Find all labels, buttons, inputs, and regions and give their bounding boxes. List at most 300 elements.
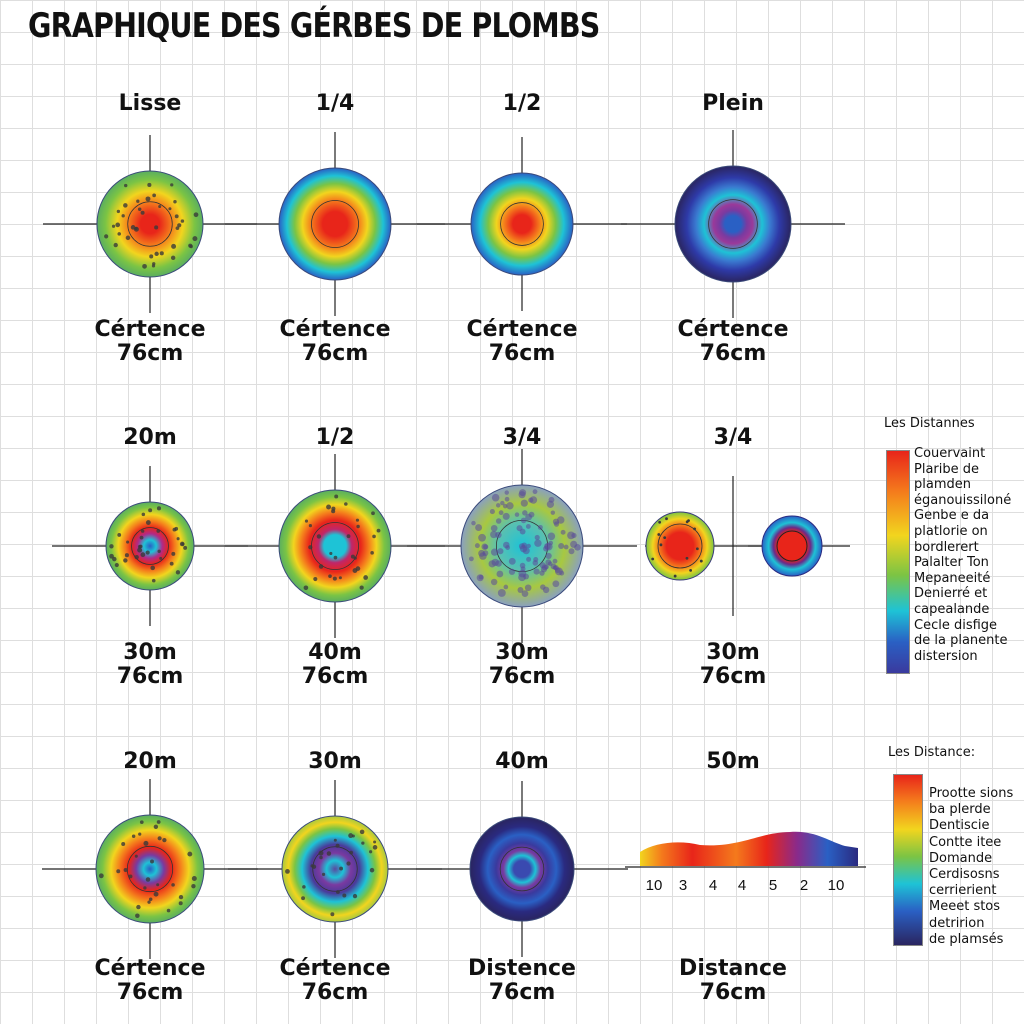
pellet-dot [700,560,703,563]
pellet-dot [521,566,526,571]
pellet-dot [574,544,581,551]
shot-pattern-circle [279,490,391,602]
pellet-dot [377,529,381,533]
pellet-dot [509,558,516,565]
pellet-dot [491,525,498,532]
pellet-dot [174,527,178,531]
legend-right-item: bordlerert [914,539,979,555]
pellet-dot [349,851,353,855]
pellet-dot [146,196,151,201]
pellet-dot [471,521,475,525]
side-profile-plot [625,832,866,894]
panel-top-label: 20m [123,749,177,774]
pellet-dot [327,851,331,855]
pellet-dot [135,555,139,559]
pattern-panel-4 [621,130,845,318]
pellet-dot [686,557,689,560]
pellet-dot [354,557,357,560]
panel-bottom-label: 30m 76cm [488,640,556,689]
panel-bottom-label: Cértence 76cm [677,317,789,366]
pellet-dot [170,562,174,566]
pattern-panel-9 [42,779,258,959]
pellet-dot [136,905,140,909]
pellet-dot [538,525,543,530]
panel-bottom-label: 30m 76cm [116,640,184,689]
pellet-dot [505,545,510,550]
pellet-dot [658,521,661,524]
pellet-dot [125,553,129,557]
pellet-dot [348,833,353,838]
pellet-dot [141,529,144,532]
pellet-dot [146,877,151,882]
pellet-dot [533,489,538,494]
pellet-dot [171,256,175,260]
pellet-dot [551,510,555,514]
pellet-dot [189,245,192,248]
pellet-dot [112,557,116,561]
shot-pattern-circle [106,502,194,590]
pellet-dot [693,527,696,530]
pellet-dot [192,236,197,241]
shot-pattern-circle [279,168,391,280]
pellet-dot [117,533,121,537]
pellet-dot [496,518,501,523]
legend-right-item: Denierré et [914,586,988,602]
shot-pattern-circle [646,512,714,580]
pellet-dot [509,569,515,575]
pellet-dot [339,867,343,871]
panel-bottom-label: Distence 76cm [468,956,576,1005]
pellet-dot [124,184,127,187]
pellet-dot [150,860,154,864]
pellet-dot [336,890,340,894]
pellet-dot [140,552,145,557]
pattern-panel-3 [417,137,627,311]
pellet-dot [356,525,359,528]
pellet-dot [305,520,308,523]
pellet-dot [334,495,338,499]
pellet-dot [497,548,503,554]
pellet-dot [523,547,530,554]
legend-bottom-colorbar [893,774,923,946]
pellet-dot [168,207,171,210]
legend-right-item: Palalter Ton [914,555,989,571]
pellet-dot [304,585,309,590]
legend-bottom-item: Contte itee [929,834,1002,850]
panel-top-label: 1/2 [502,91,542,116]
pellet-dot [154,225,158,229]
profile-tick-label: 10 [827,877,845,894]
pellet-dot [689,569,692,572]
legend-right-item: Cecle disfige [914,617,998,633]
pellet-dot [372,535,376,539]
panel-top-label: 3/4 [713,425,753,450]
profile-tick-label: 2 [799,877,809,894]
pellet-dot [326,505,331,510]
pellet-dot [498,589,506,597]
pellet-dot [137,548,142,553]
legend-bottom-item: de plamsés [929,931,1004,947]
pellet-dot [491,579,497,585]
pellet-dot [158,836,162,840]
pellet-dot [149,254,153,258]
pellet-dot [561,530,566,535]
pellet-dot [302,885,305,888]
pellet-dot [170,183,173,186]
profile-tick-label: 4 [708,877,718,894]
pellet-dot [152,264,155,267]
chart-title: GRAPHIQUE DES GÉRBES DE PLOMBS [28,6,600,46]
pellet-dot [519,489,526,496]
pellet-dot [657,533,660,536]
pellet-dot [674,575,677,578]
pellet-dot [131,225,136,230]
pellet-dot [126,236,131,241]
pellet-dot [135,855,138,858]
pellet-dot [540,584,545,589]
pellet-dot [322,873,325,876]
pellet-dot [469,556,474,561]
pellet-dot [149,898,153,902]
pellet-dot [564,545,569,550]
pellet-dot [115,563,119,567]
pellet-dot [360,585,364,589]
pellet-dot [490,531,497,538]
pellet-dot [353,568,358,573]
pellet-dot [558,543,564,549]
pellet-dot [159,557,162,560]
pellet-dot [177,223,181,227]
pellet-dot [143,886,146,889]
panel-top-label: 20m [123,425,177,450]
pellet-dot [370,551,374,555]
pellet-dot [503,504,508,509]
pellet-dot [660,543,663,546]
shot-pattern-circle-2 [762,516,822,576]
pellet-dot [496,571,503,578]
pattern-panel-11 [416,781,628,957]
shot-pattern-circle [470,817,574,921]
pellet-dot [175,214,179,218]
profile-area [640,832,858,866]
pellet-dot [152,579,156,583]
pellet-dot [481,544,487,550]
pellet-dot [171,552,175,556]
shot-pattern-circle [96,815,204,923]
pellet-dot [132,834,135,837]
pellet-dot [171,883,175,887]
pellet-dot [526,544,530,548]
pellet-dot [361,842,364,845]
pellet-dot [141,211,145,215]
pellet-dot [522,542,528,548]
legend-bottom-item: Cerdisosns [929,867,1000,882]
pellet-dot [492,494,500,502]
pellet-dot [191,884,195,888]
pellet-dot [162,838,166,842]
pellet-dot [192,876,197,881]
pellet-dot [154,892,159,897]
pellet-dot [344,502,348,506]
pellet-dot [569,548,575,554]
pellet-dot [140,820,144,824]
pellet-dot [154,825,158,829]
pellet-dot [157,820,161,824]
panel-bottom-label: 40m 76cm [301,640,369,689]
pellet-dot [138,208,141,211]
pellet-dot [319,856,323,860]
panel-bottom-label: Cértence 76cm [279,956,391,1005]
pellet-dot [533,557,538,562]
pellet-dot [334,839,337,842]
panel-top-label: Plein [702,91,764,116]
pellet-dot [495,560,502,567]
pellet-dot [308,545,312,549]
pellet-dot [157,550,160,553]
pellet-dot [505,497,510,502]
legend-right-colorbar [886,450,910,674]
pellet-dot [334,556,338,560]
pellet-dot [475,524,482,531]
pellet-dot [520,529,526,535]
pellet-dot [363,575,368,580]
pellet-dot [542,564,548,570]
panel-bottom-label: Cértence 76cm [279,317,391,366]
pellet-dot [123,558,127,562]
pellet-dot [539,570,544,575]
pellet-dot [171,244,176,249]
panel-top-label: 40m [495,749,549,774]
pellet-dot [176,570,180,574]
legend-right-item: Couervaint [914,446,986,461]
pellet-dot [312,865,316,869]
pellet-dot [309,524,312,527]
pellet-dot [126,541,129,544]
pellet-dot [104,234,108,238]
pellet-dot [522,510,527,515]
pellet-dot [339,576,342,579]
pellet-dot [526,524,531,529]
pattern-panel-8 [645,476,850,616]
pellet-dot [356,519,359,522]
pellet-dot [183,546,187,550]
pellet-dot [347,534,351,538]
pellet-dot [156,529,160,533]
pellet-dot [333,577,337,581]
pellet-dot [534,569,540,575]
pellet-dot [167,909,171,913]
legend-right-item: Mepaneeité [914,570,991,586]
legend-bottom-item: Prootte sions [929,786,1014,801]
profile-tick-label: 3 [678,877,688,894]
pellet-dot [138,833,141,836]
pellet-dot [157,506,161,510]
pellet-dot [552,580,559,587]
pellet-dot [346,861,350,865]
pellet-dot [503,513,510,520]
pellet-dot [158,205,161,208]
panel-bottom-label: 30m 76cm [699,640,767,689]
pattern-panel-5 [52,466,248,626]
pellet-dot [475,543,480,548]
pellet-dot [147,183,151,187]
pellet-dot [371,511,375,515]
pellet-dot [146,520,151,525]
pellet-dot [526,557,531,562]
pellet-dot [173,200,176,203]
panel-top-label: 30m [308,749,362,774]
panel-top-label: 50m [706,749,760,774]
pellet-dot [545,543,553,551]
panel-top-label: 1/2 [315,425,355,450]
pellet-dot [99,873,104,878]
legend-right-title: Les Distannes [884,416,975,431]
legend-right-item: Genbe e da [914,508,990,524]
pellet-dot [360,830,365,835]
profile-tick-label: 5 [768,877,778,894]
shot-pattern-circle [471,173,573,275]
legend-bottom-item: cerrierient [929,883,997,899]
pellet-dot [546,553,552,559]
pellet-dot [152,194,156,198]
pellet-dot [122,214,125,217]
pellet-dot [177,537,180,540]
legend-right-item: de la planente [914,633,1008,649]
pellet-dot [187,852,192,857]
pellet-dot [129,874,133,878]
pellet-dot [148,508,152,512]
legend-bottom-item: ba plerde [929,802,991,818]
pellet-dot [328,574,332,578]
pellet-dot [136,200,139,203]
panel-top-label: Lisse [118,91,182,116]
pellet-dot [490,509,495,514]
panel-bottom-label: Distance 76cm [679,956,787,1005]
pellet-dot [505,490,509,494]
pellet-dot [515,512,520,517]
profile-tick-label: 4 [737,877,747,894]
pattern-panel-2 [225,132,445,316]
pellet-dot [553,519,559,525]
pellet-dot [571,533,576,538]
pellet-dot [336,844,340,848]
pellet-dot [547,501,554,508]
pattern-panel-7 [407,449,637,643]
pellet-dot [114,243,118,247]
legend-right-item: platlorie on [914,524,988,539]
pellet-dot [373,845,378,850]
pellet-dot [112,225,115,228]
legend-right-item: capealande [914,602,990,617]
pellet-dot [665,517,668,520]
pellet-dot [530,496,538,504]
legend-bottom-item: detririon [929,915,985,931]
pellet-dot [154,252,158,256]
pellet-dot [696,547,699,550]
pellet-dot [525,584,532,591]
pellet-dot [116,869,120,873]
legend-bottom-item: Dentiscie [929,818,990,834]
pellet-dot [140,536,144,540]
pellet-dot [329,552,332,555]
shot-pattern-circle [675,166,791,282]
pellet-dot [160,251,164,255]
pellet-dot [109,544,113,548]
pellet-dot [522,590,529,597]
pellet-dot [342,893,346,897]
pellet-dot [179,895,183,899]
pellet-dot [489,560,496,567]
pellet-dot [117,232,121,236]
pellet-dot [478,534,486,542]
pellet-dot [491,549,498,556]
panel-bottom-label: Cértence 76cm [94,956,206,1005]
panel-top-label: 1/4 [315,91,355,116]
pellet-dot [143,841,148,846]
pellet-dot [370,868,375,873]
pellet-dot [496,503,500,507]
pellet-dot [373,841,376,844]
pellet-dot [319,851,324,856]
pellet-dot [535,535,540,540]
legend-right-item: éganouissiloné [914,492,1012,508]
pellet-dot [124,868,128,872]
pellet-dot [548,533,556,541]
pellet-dot [181,542,184,545]
pellet-dot [478,550,485,557]
pellet-dot [553,559,558,564]
pellet-dot [179,901,183,905]
pellet-dot [194,212,199,217]
pellet-dot [499,510,504,515]
pellet-dot [369,850,372,853]
pellet-dot [651,558,654,561]
pellet-dot [521,500,528,507]
legend-bottom-item: Domande [929,850,993,866]
panel-bottom-label: Cértence 76cm [466,317,578,366]
legend-right-item: Plaribe de [914,461,980,477]
pellet-dot [285,869,290,874]
panel-top-label: 3/4 [502,425,542,450]
legend-right-item: plamden [914,477,971,493]
pellet-dot [150,566,155,571]
pellet-dot [504,585,509,590]
pellet-dot [534,540,541,547]
pellet-dot [518,573,526,581]
pellet-dot [319,564,323,568]
pellet-dot [317,534,321,538]
pellet-dot [301,896,305,900]
pellet-dot [330,912,334,916]
pellet-dot [123,203,128,208]
pellet-dot [686,520,689,523]
pellet-dot [135,913,140,918]
legend-right-item: distersion [914,648,978,664]
legend-bottom-item: Meeet stos [929,899,1001,915]
pellet-dot [146,550,150,554]
pellet-dot [313,577,317,581]
pellet-dot [117,210,120,213]
pellet-dot [142,513,146,517]
pellet-dot [156,883,159,886]
pellet-dot [331,507,335,511]
pellet-dot [181,219,184,222]
pellet-dot [353,894,357,898]
pattern-panel-1 [43,135,257,313]
panel-bottom-label: Cértence 76cm [94,317,206,366]
pellet-dot [121,842,125,846]
pellet-dot [115,223,120,228]
